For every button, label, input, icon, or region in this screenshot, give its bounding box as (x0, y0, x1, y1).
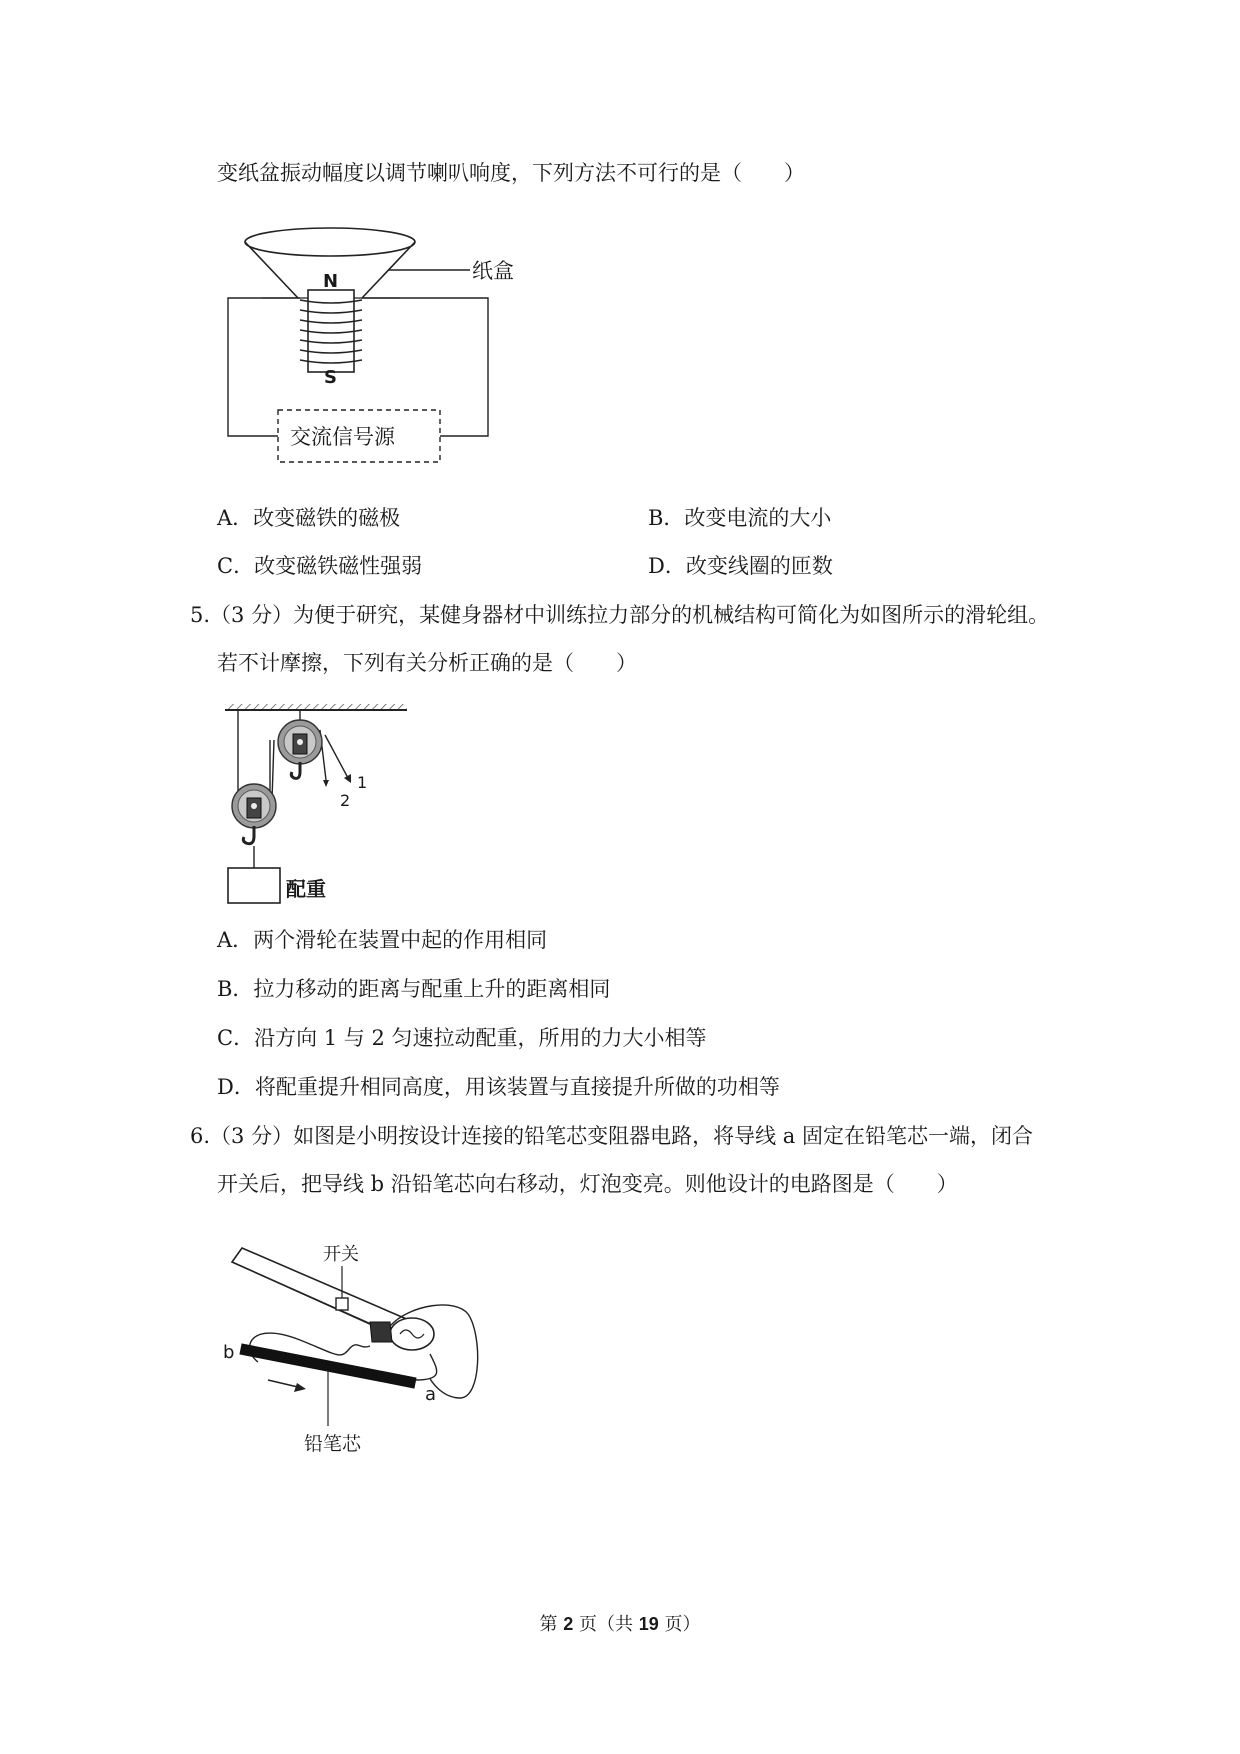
footer-total-pages: 19 (638, 1614, 659, 1634)
magnet-label-n: N (323, 271, 339, 292)
q5-option-d: D．将配重提升相同高度，用该装置与直接提升所做的功相等 (217, 1075, 780, 1099)
speaker-cone-rim (245, 228, 415, 256)
page-footer (0, 1611, 1240, 1638)
direction-label-1: 1 (357, 773, 368, 792)
switch-box (336, 1298, 348, 1310)
wire-label-b: b (223, 1342, 235, 1363)
footer-middle: 页（共 (573, 1614, 639, 1635)
q6-stem-line2: 开关后，把导线 b 沿铅笔芯向右移动，灯泡变亮。则他设计的电路图是（ ） (217, 1172, 958, 1196)
direction-label-2: 2 (340, 791, 351, 810)
movable-pulley (232, 784, 276, 868)
q6-pencil-circuit-figure (220, 1230, 490, 1470)
q4-label-paper-box: 纸盒 (472, 259, 514, 283)
q4-stem-tail: 变纸盆振动幅度以调节喇叭响度，下列方法不可行的是（ ） (217, 161, 805, 185)
fixed-pulley (278, 720, 322, 778)
q4-option-b: B．改变电流的大小 (648, 506, 832, 530)
wire-label-a: a (425, 1384, 437, 1405)
footer-page-number: 2 (563, 1614, 574, 1634)
magnet-label-s: S (324, 367, 337, 388)
q4-option-d: D．改变线圈的匝数 (648, 554, 833, 578)
switch-label: 开关 (323, 1244, 359, 1265)
q5-option-a: A．两个滑轮在装置中起的作用相同 (217, 928, 548, 952)
q5-stem-line1: 5.（3 分）为便于研究，某健身器材中训练拉力部分的机械结构可简化为如图所示的滑轮组。 (190, 603, 1050, 627)
q6-stem-line1: 6.（3 分）如图是小明按设计连接的铅笔芯变阻器电路，将导线 a 固定在铅笔芯一端，闭合 (190, 1124, 1033, 1148)
q5-option-b: B．拉力移动的距离与配重上升的距离相同 (217, 977, 611, 1001)
q4-speaker-figure (220, 220, 560, 470)
q5-stem-line2: 若不计摩擦，下列有关分析正确的是（ ） (217, 651, 637, 675)
q4-option-c: C．改变磁铁磁性强弱 (217, 554, 423, 578)
pencil-lead-label: 铅笔芯 (304, 1433, 362, 1455)
footer-prefix: 第 (539, 1614, 564, 1635)
footer-suffix: 页） (658, 1614, 701, 1635)
move-direction-arrow (294, 1383, 306, 1392)
light-bulb (370, 1318, 434, 1350)
q5-pulley-figure (220, 700, 420, 910)
q4-option-a: A．改变磁铁的磁极 (217, 506, 401, 530)
counterweight-block (228, 868, 280, 903)
q5-option-c: C．沿方向 1 与 2 匀速拉动配重，所用的力大小相等 (217, 1026, 707, 1050)
counterweight-label: 配重 (286, 877, 326, 901)
q4-label-ac-source: 交流信号源 (290, 425, 395, 449)
